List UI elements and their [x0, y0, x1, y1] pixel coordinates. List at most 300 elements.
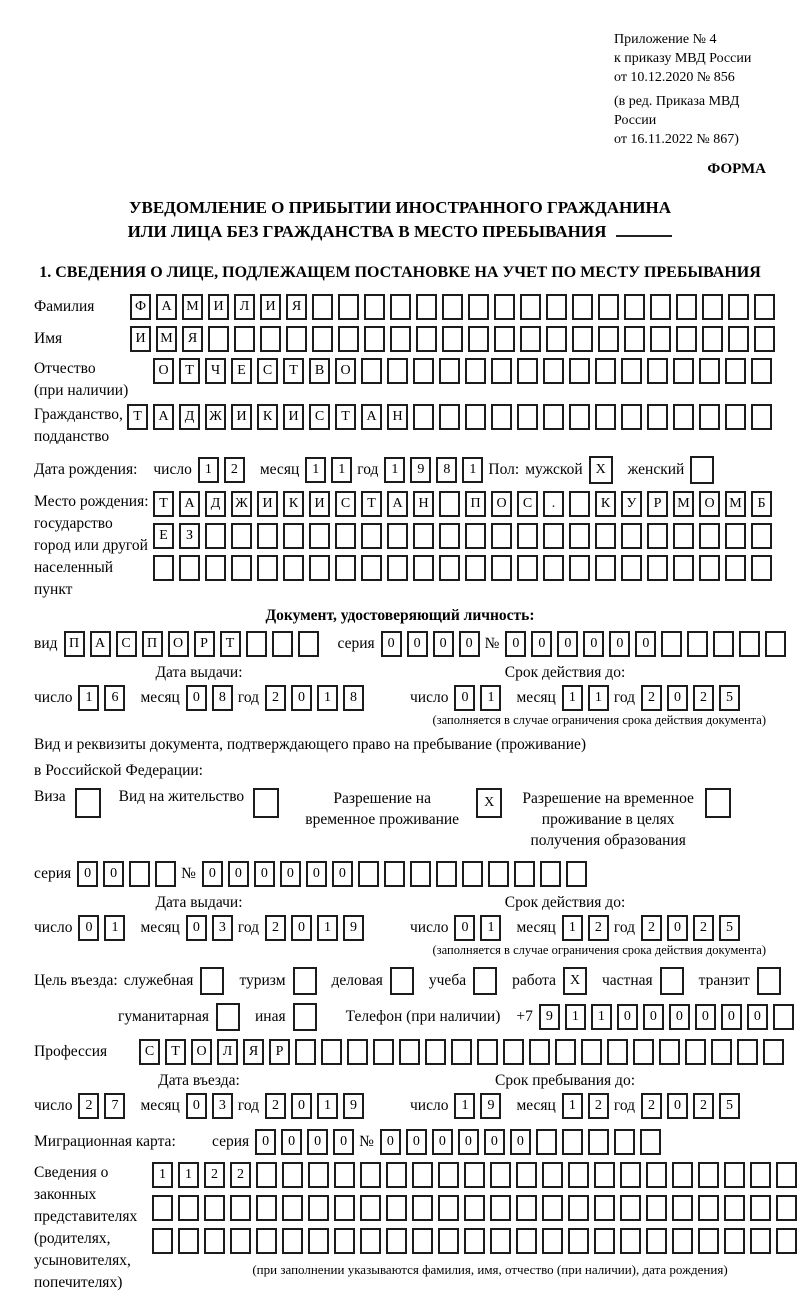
issue-month-label: месяц	[140, 689, 180, 706]
char-cell	[754, 326, 775, 352]
surname-row	[34, 294, 766, 320]
birth-place-row-1	[153, 491, 777, 517]
migration-number-cells	[380, 1129, 666, 1155]
char-cell	[520, 326, 541, 352]
char-cell	[205, 523, 226, 549]
char-cell	[390, 326, 411, 352]
char-cell	[153, 555, 174, 581]
char-cell: М	[182, 294, 203, 320]
char-cell: 0	[186, 1093, 207, 1119]
char-cell	[673, 358, 694, 384]
char-cell	[757, 967, 781, 995]
char-cell	[451, 1039, 472, 1065]
birth-place-block	[34, 491, 766, 601]
char-cell	[569, 523, 590, 549]
char-cell	[491, 523, 512, 549]
char-cell: 2	[693, 685, 714, 711]
birth-place-row-3	[153, 555, 777, 581]
char-cell	[438, 1162, 459, 1188]
residence-number-label: №	[181, 865, 196, 882]
purpose-transit-label: транзит	[698, 972, 750, 989]
residence-issue-month-label: месяц	[140, 919, 180, 936]
char-cell	[477, 1039, 498, 1065]
char-cell	[465, 404, 486, 430]
char-cell	[384, 861, 405, 887]
given-name-label: Имя	[34, 330, 63, 347]
char-cell: 0	[433, 631, 454, 657]
residence-doc-date-headings	[34, 894, 766, 912]
char-cell: У	[621, 491, 642, 517]
char-cell	[413, 555, 434, 581]
char-cell	[620, 1162, 641, 1188]
char-cell: 9	[343, 915, 364, 941]
char-cell: 8	[436, 457, 457, 483]
issue-date-heading: Дата выдачи:	[155, 664, 243, 681]
char-cell	[464, 1162, 485, 1188]
migration-series-cells	[255, 1129, 359, 1155]
purpose-study-checkbox	[473, 967, 502, 995]
birth-date-label: Дата рождения:	[34, 461, 138, 478]
char-cell: 9	[410, 457, 431, 483]
char-cell	[516, 1228, 537, 1254]
char-cell	[568, 1195, 589, 1221]
char-cell	[200, 967, 224, 995]
char-cell	[543, 358, 564, 384]
char-cell: И	[130, 326, 151, 352]
char-cell: 0	[186, 685, 207, 711]
birth-year-cells	[384, 457, 488, 483]
purpose-other	[255, 1003, 322, 1031]
birth-day-cells	[198, 457, 250, 483]
char-cell: О	[191, 1039, 212, 1065]
form-title-line-2	[34, 220, 766, 244]
stay-month-cells	[562, 1093, 614, 1119]
char-cell: Н	[387, 404, 408, 430]
char-cell	[650, 326, 671, 352]
purpose-study-label: учеба	[428, 972, 467, 989]
char-cell	[620, 1228, 641, 1254]
char-cell	[361, 555, 382, 581]
residence-valid-year-label: год	[613, 919, 636, 936]
patronymic-label-line-1: Отчество	[34, 360, 96, 377]
char-cell: А	[153, 404, 174, 430]
char-cell	[257, 555, 278, 581]
residence-issue-day-cells	[78, 915, 130, 941]
char-cell: П	[64, 631, 85, 657]
char-cell	[517, 523, 538, 549]
residence-issue-heading: Дата выдачи:	[155, 894, 243, 911]
char-cell	[204, 1195, 225, 1221]
char-cell	[335, 555, 356, 581]
char-cell: Ж	[231, 491, 252, 517]
char-cell: 1	[565, 1004, 586, 1030]
char-cell: 0	[458, 1129, 479, 1155]
citizenship-cells	[127, 404, 777, 430]
purpose-private-label: частная	[602, 972, 653, 989]
validity-note: (заполняется в случае ограничения срока действия документа)	[432, 713, 766, 727]
char-cell	[765, 631, 786, 657]
char-cell	[754, 294, 775, 320]
entry-date-heading: Дата въезда:	[158, 1072, 240, 1089]
visa-checkbox	[75, 788, 106, 818]
given-name-row	[34, 326, 766, 352]
char-cell	[750, 1195, 771, 1221]
char-cell	[566, 861, 587, 887]
purpose-tourism	[239, 967, 321, 995]
char-cell: 0	[617, 1004, 638, 1030]
char-cell: К	[595, 491, 616, 517]
entry-year-label: год	[237, 1097, 260, 1114]
char-cell	[595, 404, 616, 430]
char-cell	[572, 326, 593, 352]
purpose-official	[124, 967, 230, 995]
representatives-rows	[152, 1162, 800, 1278]
char-cell	[179, 555, 200, 581]
stay-day-label: число	[410, 1097, 449, 1114]
representatives-row-3	[152, 1228, 800, 1254]
residence-valid-group	[410, 915, 745, 941]
purpose-private-checkbox	[660, 967, 689, 995]
representatives-row-2	[152, 1195, 800, 1221]
purpose-humanitarian-checkbox	[216, 1003, 245, 1031]
char-cell: О	[153, 358, 174, 384]
birth-month-cells	[305, 457, 357, 483]
char-cell	[773, 1004, 794, 1030]
char-cell: 1	[317, 685, 338, 711]
char-cell: X	[589, 456, 613, 484]
purpose-business	[332, 967, 419, 995]
char-cell: 0	[281, 1129, 302, 1155]
char-cell: 1	[588, 685, 609, 711]
char-cell	[660, 967, 684, 995]
char-cell	[724, 1228, 745, 1254]
residence-doc-intro-1: Вид и реквизиты документа, подтверждающего право на пребывание (проживание)	[34, 736, 587, 753]
char-cell: 0	[291, 685, 312, 711]
char-cell: 2	[693, 915, 714, 941]
char-cell: 1	[562, 1093, 583, 1119]
char-cell	[257, 523, 278, 549]
char-cell	[490, 1228, 511, 1254]
char-cell: 0	[380, 1129, 401, 1155]
char-cell: 2	[641, 685, 662, 711]
char-cell	[282, 1162, 303, 1188]
char-cell	[308, 1195, 329, 1221]
char-cell	[390, 294, 411, 320]
char-cell	[594, 1162, 615, 1188]
char-cell	[776, 1195, 797, 1221]
char-cell: А	[179, 491, 200, 517]
appendix-line-3: от 10.12.2020 № 856	[614, 70, 735, 85]
char-cell	[529, 1039, 550, 1065]
char-cell: 1	[480, 685, 501, 711]
valid-day-label: число	[410, 689, 449, 706]
char-cell	[230, 1195, 251, 1221]
char-cell: О	[168, 631, 189, 657]
char-cell	[282, 1195, 303, 1221]
char-cell: 9	[343, 1093, 364, 1119]
char-cell: 3	[212, 915, 233, 941]
char-cell: 1	[562, 685, 583, 711]
birth-place-rows	[153, 491, 777, 581]
char-cell	[490, 1195, 511, 1221]
char-cell: .	[543, 491, 564, 517]
char-cell: Р	[647, 491, 668, 517]
char-cell	[542, 1162, 563, 1188]
issue-day-cells	[78, 685, 130, 711]
char-cell: 7	[104, 1093, 125, 1119]
char-cell	[295, 1039, 316, 1065]
char-cell: 1	[152, 1162, 173, 1188]
stay-day-cells	[454, 1093, 506, 1119]
char-cell	[520, 294, 541, 320]
char-cell	[178, 1228, 199, 1254]
char-cell	[776, 1228, 797, 1254]
profession-cells	[139, 1039, 789, 1065]
char-cell	[155, 861, 176, 887]
char-cell: 1	[480, 915, 501, 941]
purpose-tourism-checkbox	[293, 967, 322, 995]
char-cell: 8	[343, 685, 364, 711]
purpose-work	[512, 967, 592, 995]
char-cell: 0	[381, 631, 402, 657]
valid-until-heading: Срок действия до:	[504, 664, 626, 681]
char-cell	[361, 358, 382, 384]
char-cell	[540, 861, 561, 887]
char-cell	[750, 1228, 771, 1254]
doc-kind-cells	[64, 631, 324, 657]
purpose-work-label: работа	[512, 972, 556, 989]
doc-number-cells	[505, 631, 791, 657]
issue-year-cells	[265, 685, 369, 711]
char-cell: 0	[667, 685, 688, 711]
doc-series-label: серия	[337, 635, 375, 652]
form-title-line-1: УВЕДОМЛЕНИЕ О ПРИБЫТИИ ИНОСТРАННОГО ГРАЖДАНИНА	[129, 198, 671, 217]
char-cell: 0	[78, 915, 99, 941]
residence-doc-intro-2: в Российской Федерации:	[34, 762, 203, 779]
char-cell: 0	[332, 861, 353, 887]
representatives-note: (при заполнении указываются фамилия, имя, отчество (при наличии), дата рождения)	[252, 1262, 728, 1277]
char-cell	[614, 1129, 635, 1155]
char-cell: 0	[255, 1129, 276, 1155]
patronymic-cells	[153, 358, 777, 384]
char-cell	[178, 1195, 199, 1221]
char-cell	[620, 1195, 641, 1221]
char-cell	[568, 1162, 589, 1188]
surname-cells	[130, 294, 780, 320]
char-cell	[702, 326, 723, 352]
char-cell: 2	[588, 1093, 609, 1119]
char-cell	[676, 294, 697, 320]
char-cell	[646, 1228, 667, 1254]
char-cell	[439, 555, 460, 581]
char-cell: 0	[432, 1129, 453, 1155]
residence-series-cells	[77, 861, 181, 887]
birth-place-label-line-2: государство	[34, 515, 113, 532]
char-cell	[208, 326, 229, 352]
citizenship-label-line-1: Гражданство,	[34, 406, 123, 423]
char-cell	[387, 555, 408, 581]
migration-series-label: серия	[212, 1133, 250, 1150]
char-cell: Р	[269, 1039, 290, 1065]
char-cell	[494, 294, 515, 320]
issue-year-label: год	[237, 689, 260, 706]
char-cell: С	[335, 491, 356, 517]
char-cell	[283, 523, 304, 549]
char-cell: Т	[153, 491, 174, 517]
char-cell	[647, 555, 668, 581]
char-cell: 0	[307, 1129, 328, 1155]
residence-validity-note: (заполняется в случае ограничения срока действия документа)	[432, 943, 766, 957]
char-cell	[562, 1129, 583, 1155]
appendix-line-1: Приложение № 4	[614, 32, 717, 47]
char-cell	[246, 631, 267, 657]
char-cell: И	[260, 294, 281, 320]
birth-month-label: месяц	[259, 461, 300, 478]
char-cell: С	[517, 491, 538, 517]
char-cell	[568, 1228, 589, 1254]
residence-doc-series-row	[34, 861, 766, 887]
char-cell: 0	[583, 631, 604, 657]
purpose-work-checkbox	[563, 967, 592, 995]
char-cell: 1	[178, 1162, 199, 1188]
char-cell	[724, 1162, 745, 1188]
char-cell	[673, 555, 694, 581]
char-cell: 0	[202, 861, 223, 887]
char-cell: 2	[693, 1093, 714, 1119]
char-cell: 1	[78, 685, 99, 711]
profession-label: Профессия	[34, 1043, 108, 1060]
residence-permit-label: Вид на жительство	[118, 788, 245, 805]
char-cell	[588, 1129, 609, 1155]
stay-year-label: год	[613, 1097, 636, 1114]
char-cell	[152, 1195, 173, 1221]
char-cell	[543, 523, 564, 549]
char-cell: 5	[719, 915, 740, 941]
entry-day-label: число	[34, 1097, 73, 1114]
char-cell: 0	[291, 1093, 312, 1119]
visit-purpose-row-1	[34, 967, 766, 995]
identity-doc-row	[34, 631, 766, 657]
char-cell	[283, 555, 304, 581]
char-cell: М	[156, 326, 177, 352]
blank-underline	[616, 235, 672, 237]
char-cell	[286, 326, 307, 352]
char-cell: О	[491, 491, 512, 517]
char-cell: 0	[186, 915, 207, 941]
char-cell	[436, 861, 457, 887]
char-cell	[698, 1228, 719, 1254]
visit-purpose-label: Цель въезда:	[34, 972, 118, 989]
char-cell: 0	[505, 631, 526, 657]
char-cell	[334, 1162, 355, 1188]
doc-number-label: №	[484, 635, 500, 652]
char-cell	[672, 1228, 693, 1254]
purpose-study	[429, 967, 502, 995]
char-cell	[699, 358, 720, 384]
char-cell	[494, 326, 515, 352]
residence-permit-option	[119, 788, 285, 818]
char-cell	[542, 1228, 563, 1254]
char-cell	[338, 326, 359, 352]
char-cell	[412, 1195, 433, 1221]
rep-label-line-6: попечителях)	[34, 1274, 123, 1291]
char-cell: 0	[228, 861, 249, 887]
birth-day-label: число	[153, 461, 192, 478]
char-cell: 0	[333, 1129, 354, 1155]
char-cell	[569, 555, 590, 581]
char-cell: 2	[265, 685, 286, 711]
char-cell	[387, 358, 408, 384]
char-cell	[543, 555, 564, 581]
char-cell: Д	[205, 491, 226, 517]
identity-doc-heading: Документ, удостоверяющий личность:	[265, 607, 535, 624]
char-cell: А	[156, 294, 177, 320]
appendix-line-2: к приказу МВД России	[614, 51, 752, 66]
given-name-cells	[130, 326, 780, 352]
char-cell: 0	[407, 631, 428, 657]
char-cell	[490, 1162, 511, 1188]
char-cell	[234, 326, 255, 352]
migration-card-row	[34, 1129, 766, 1155]
birth-place-label-line-3: город или другой	[34, 537, 148, 554]
char-cell: 2	[641, 1093, 662, 1119]
representatives-row-1	[152, 1162, 800, 1188]
birth-place-label-line-1: Место рождения:	[34, 493, 149, 510]
char-cell	[621, 523, 642, 549]
char-cell: 0	[291, 915, 312, 941]
char-cell	[546, 326, 567, 352]
char-cell	[312, 294, 333, 320]
purpose-tourism-label: туризм	[239, 972, 286, 989]
phone-cells	[539, 1004, 799, 1030]
char-cell: 2	[265, 915, 286, 941]
char-cell	[347, 1039, 368, 1065]
birth-date-row	[34, 456, 766, 484]
char-cell: И	[309, 491, 330, 517]
char-cell	[687, 631, 708, 657]
rep-label-line-1: Сведения о	[34, 1164, 109, 1181]
issue-day-label: число	[34, 689, 73, 706]
purpose-transit-checkbox	[757, 967, 786, 995]
char-cell: 0	[103, 861, 124, 887]
char-cell: Р	[194, 631, 215, 657]
char-cell: И	[257, 491, 278, 517]
temp-residence-option	[297, 788, 507, 830]
birth-place-label	[34, 491, 153, 601]
char-cell	[595, 555, 616, 581]
profession-row	[34, 1039, 766, 1065]
char-cell	[293, 1003, 317, 1031]
char-cell	[386, 1228, 407, 1254]
citizenship-row	[34, 404, 766, 448]
char-cell	[659, 1039, 680, 1065]
issue-month-cells	[186, 685, 238, 711]
char-cell: 0	[454, 685, 475, 711]
char-cell	[581, 1039, 602, 1065]
char-cell	[465, 555, 486, 581]
char-cell: Т	[179, 358, 200, 384]
residence-valid-year-cells	[641, 915, 745, 941]
char-cell: Н	[413, 491, 434, 517]
purpose-other-label: иная	[254, 1008, 286, 1025]
char-cell: 0	[669, 1004, 690, 1030]
char-cell	[647, 358, 668, 384]
char-cell: 5	[719, 685, 740, 711]
appendix-header	[614, 30, 766, 149]
residence-valid-heading: Срок действия до:	[504, 894, 626, 911]
char-cell	[364, 326, 385, 352]
char-cell: 1	[305, 457, 326, 483]
